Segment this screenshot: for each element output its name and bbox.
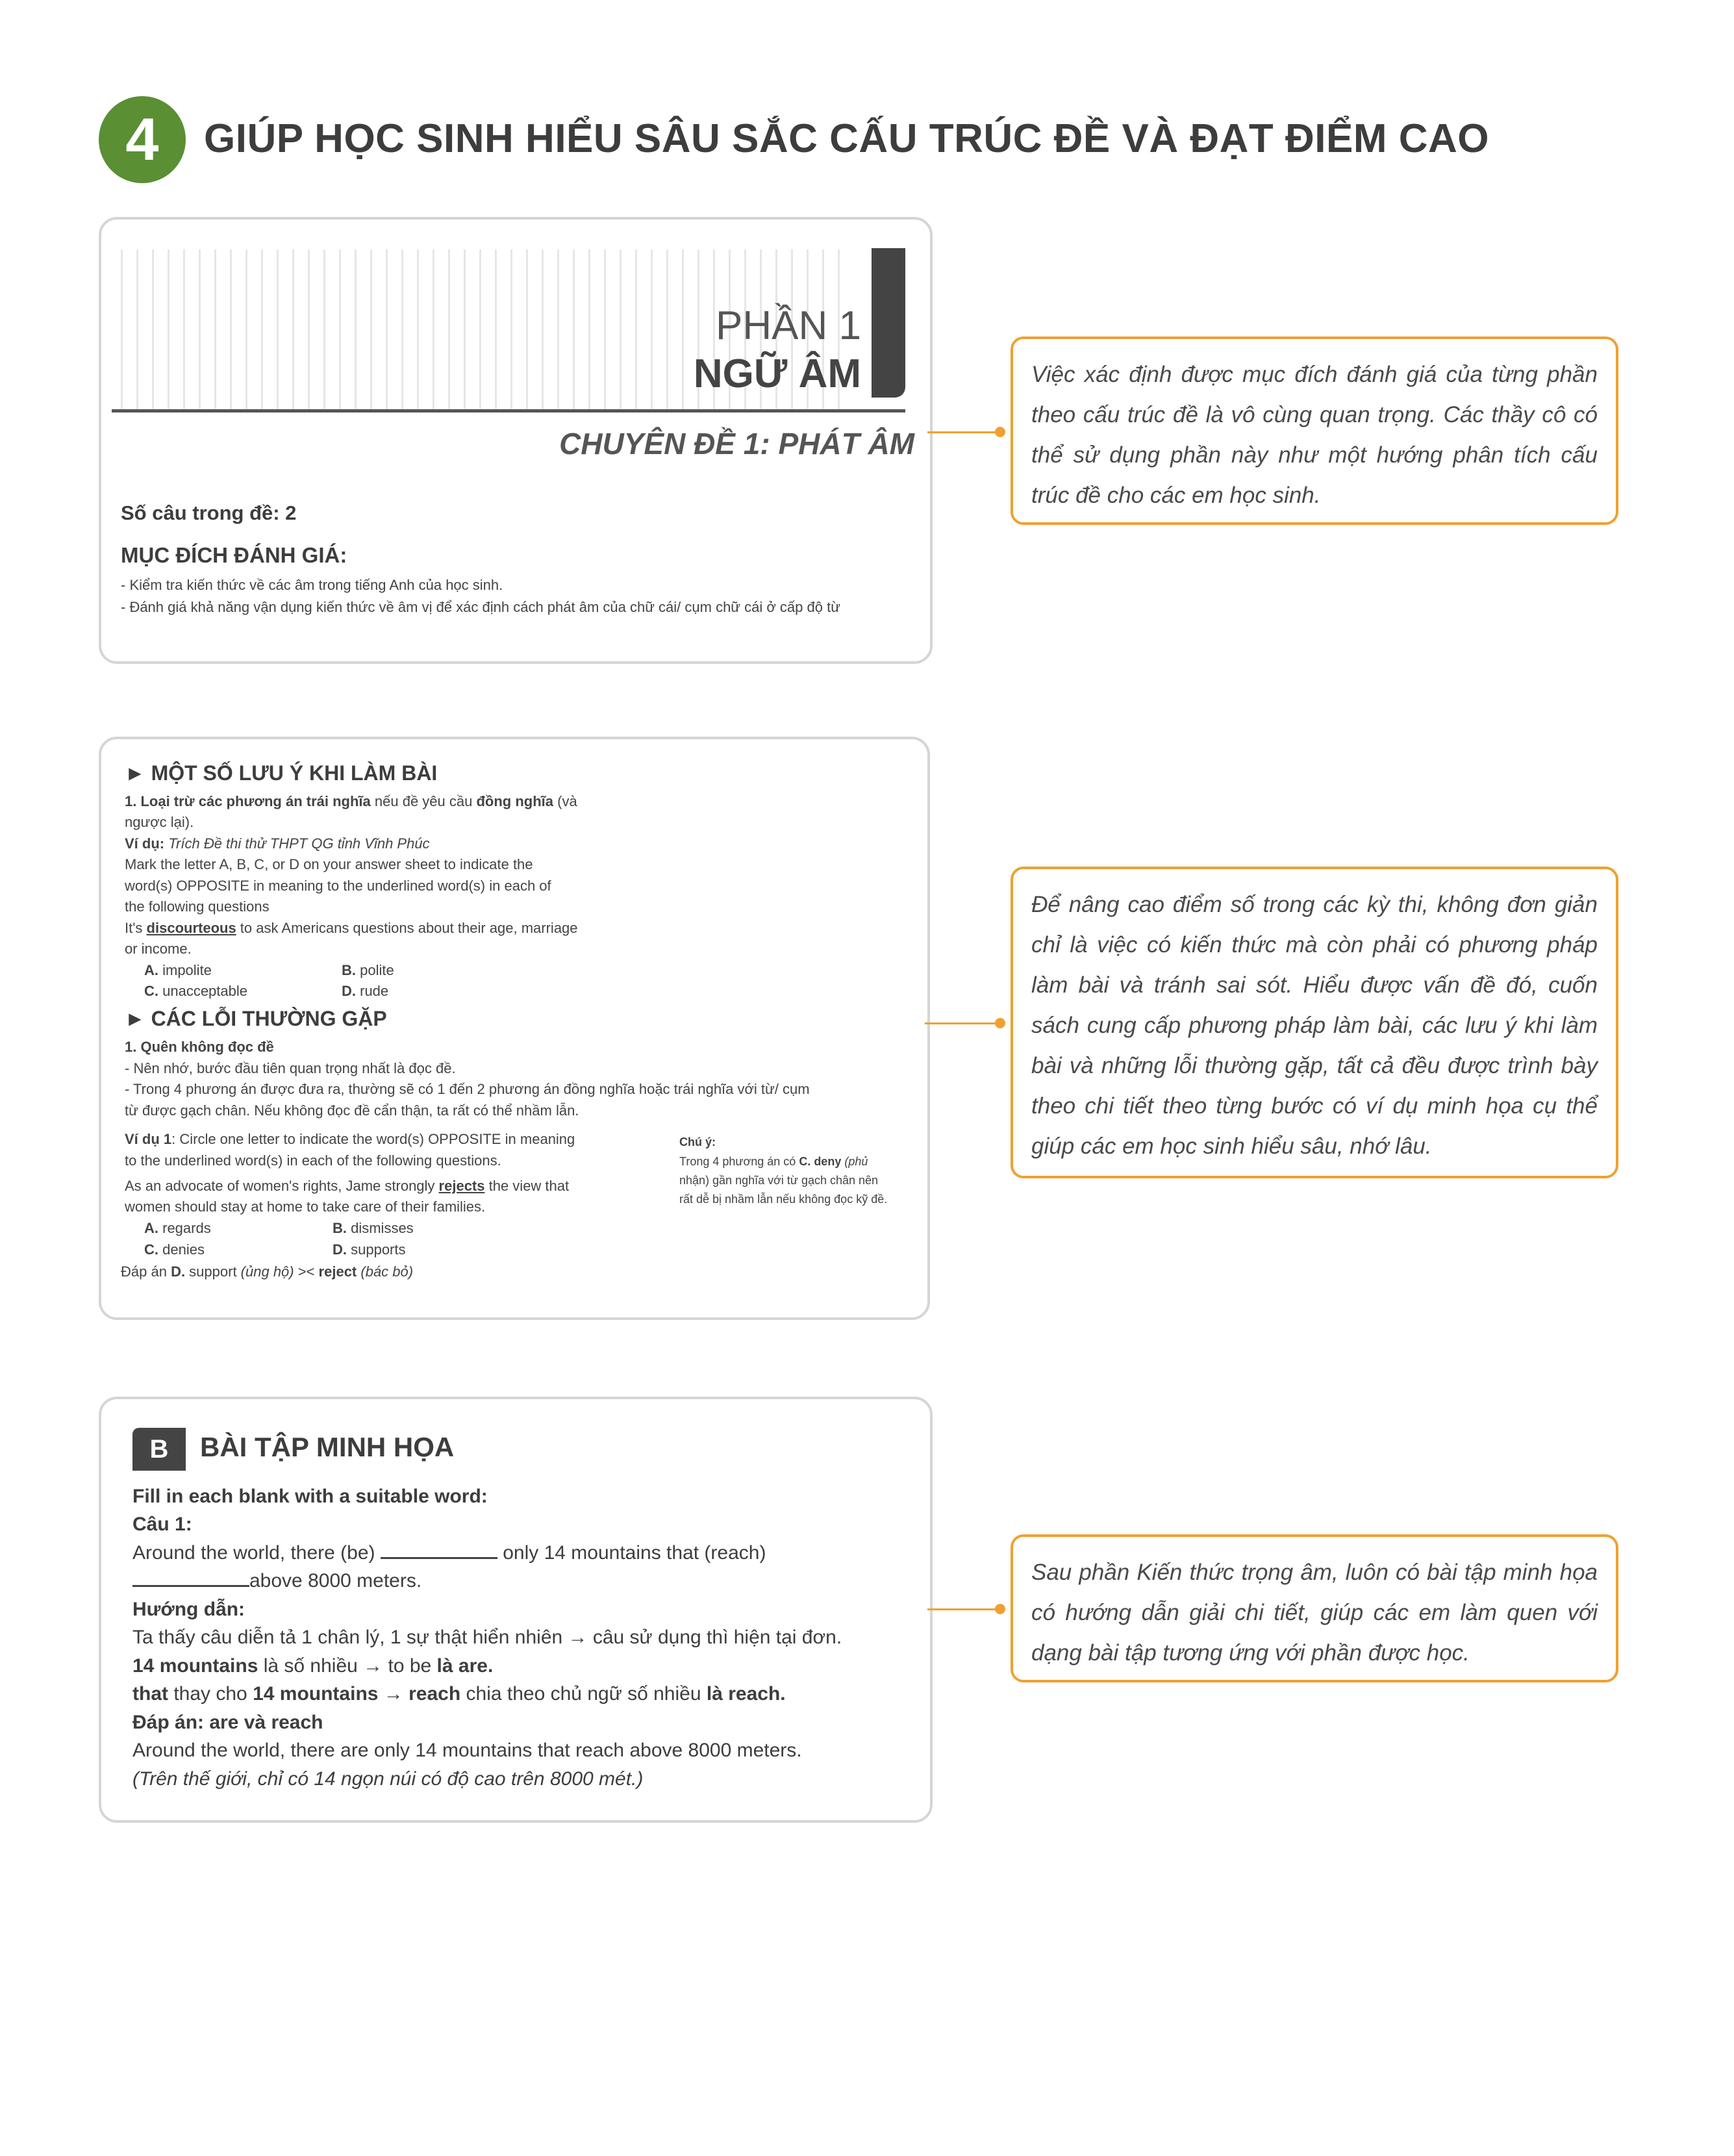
goal-bullet: - Đánh giá khả năng vận dụng kiến thức về âm vị để xác định cách phát âm của chữ cái/ cụm chữ cái ở cấp độ từ bbox=[121, 599, 840, 615]
question-line: It's discourteous to ask Americans questions about their age, marriage bbox=[125, 920, 578, 936]
exercise-title: BÀI TẬP MINH HỌA bbox=[200, 1432, 455, 1462]
instruction-line: the following questions bbox=[125, 898, 270, 915]
goal-bullet: - Kiểm tra kiến thức về các âm trong tiếng Anh của học sinh. bbox=[121, 577, 503, 593]
connector-line bbox=[925, 1022, 1000, 1024]
option: D. rude bbox=[342, 983, 389, 999]
note-title: Chú ý: bbox=[679, 1135, 716, 1148]
instruction-line: word(s) OPPOSITE in meaning to the underlined word(s) in each of bbox=[125, 878, 551, 894]
section-number-badge: 4 bbox=[99, 96, 186, 183]
sample-page-part1 bbox=[99, 217, 933, 664]
exercise-instruction: Fill in each blank with a suitable word: bbox=[132, 1486, 488, 1507]
question-label: Câu 1: bbox=[132, 1514, 192, 1535]
sample-page-exercise bbox=[99, 1397, 933, 1823]
error-line: - Trong 4 phương án được đưa ra, thường sẽ có 1 đến 2 phương án đồng nghĩa hoặc trái nghĩa với từ/ cụm bbox=[125, 1081, 810, 1097]
errors-section-title: ► CÁC LỖI THƯỜNG GẶP bbox=[125, 1007, 387, 1030]
tip-line: 1. Loại trừ các phương án trái nghĩa nếu đề yêu cầu đồng nghĩa (và bbox=[125, 793, 577, 809]
callout-exercises: Sau phần Kiến thức trọng âm, luôn có bài tập minh họa có hướng dẫn giải chi tiết, giúp các em làm quen với dạng bài tập tương ứng với phần được học. bbox=[1011, 1534, 1618, 1682]
example1-line: Ví dụ 1: Circle one letter to indicate the word(s) OPPOSITE in meaning bbox=[125, 1131, 575, 1147]
question-count: Số câu trong đề: 2 bbox=[121, 501, 297, 524]
tip-line: ngược lại). bbox=[125, 814, 194, 830]
answer-line: Đáp án: are và reach bbox=[132, 1712, 323, 1733]
guide-line: 14 mountains là số nhiều → to be là are. bbox=[132, 1655, 494, 1677]
chapter-tab bbox=[872, 248, 905, 398]
option: C. unacceptable bbox=[144, 983, 247, 999]
connector-dot bbox=[995, 1018, 1005, 1028]
translation: (Trên thế giới, chỉ có 14 ngọn núi có độ cao trên 8000 mét.) bbox=[132, 1768, 644, 1790]
connector-line bbox=[927, 431, 1000, 433]
answer-line: Đáp án D. support (ủng hộ) >< reject (bác bỏ) bbox=[121, 1263, 414, 1280]
divider bbox=[112, 409, 905, 412]
option: A. impolite bbox=[144, 962, 212, 978]
question-text: Around the world, there (be) only 14 mountains that (reach) bbox=[132, 1542, 766, 1564]
full-sentence: Around the world, there are only 14 mountains that reach above 8000 meters. bbox=[132, 1740, 802, 1761]
page-title: GIÚP HỌC SINH HIỂU SÂU SẮC CẤU TRÚC ĐỀ VÀ ĐẠT ĐIỂM CAO bbox=[204, 116, 1489, 161]
topic-title: CHUYÊN ĐỀ 1: PHÁT ÂM bbox=[559, 427, 914, 461]
guide-line: that thay cho 14 mountains → reach chia theo chủ ngữ số nhiều là reach. bbox=[132, 1683, 786, 1705]
error-title: 1. Quên không đọc đề bbox=[125, 1039, 274, 1055]
option: B. polite bbox=[342, 962, 394, 978]
section-b-badge: B bbox=[132, 1428, 186, 1471]
note-line: rất dễ bị nhầm lẫn nếu không đọc kỹ đề. bbox=[679, 1193, 888, 1206]
callout-assessment: Việc xác định được mục đích đánh giá của từng phần theo cấu trúc đề là vô cùng quan trọng. Các thầy cô có thể sử dụng phần này như một hướng phân tích cấu trúc đề cho các em học sinh. bbox=[1011, 336, 1618, 525]
note-line: Trong 4 phương án có C. deny (phủ bbox=[679, 1155, 868, 1168]
question-line: or income. bbox=[125, 941, 192, 957]
part-label: PHẦN 1 bbox=[716, 303, 861, 348]
question-text: above 8000 meters. bbox=[132, 1567, 421, 1595]
instruction-line: Mark the letter A, B, C, or D on your answer sheet to indicate the bbox=[125, 856, 533, 872]
connector-dot bbox=[995, 1604, 1005, 1614]
connector-dot bbox=[995, 427, 1005, 437]
sample-page-tips bbox=[99, 737, 930, 1320]
guide-line: Ta thấy câu diễn tả 1 chân lý, 1 sự thật hiển nhiên → câu sử dụng thì hiện tại đơn. bbox=[132, 1627, 842, 1648]
example1-line: to the underlined word(s) in each of the following questions. bbox=[125, 1152, 501, 1169]
tips-section-title: ► MỘT SỐ LƯU Ý KHI LÀM BÀI bbox=[125, 761, 438, 785]
option: A. regards bbox=[144, 1220, 211, 1236]
answer-blank bbox=[381, 1543, 497, 1559]
example1-question: As an advocate of women's rights, Jame strongly rejects the view that bbox=[125, 1178, 570, 1194]
note-line: nhận) gần nghĩa với từ gạch chân nên bbox=[679, 1174, 879, 1187]
option: B. dismisses bbox=[333, 1220, 414, 1236]
error-line: từ được gạch chân. Nếu không đọc đề cẩn thận, ta rất có thể nhầm lẫn. bbox=[125, 1102, 579, 1119]
assessment-goal-title: MỤC ĐÍCH ĐÁNH GIÁ: bbox=[121, 543, 347, 567]
error-line: - Nên nhớ, bước đầu tiên quan trọng nhất là đọc đề. bbox=[125, 1060, 456, 1076]
guide-label: Hướng dẫn: bbox=[132, 1599, 245, 1620]
option: C. denies bbox=[144, 1241, 205, 1258]
example-source: Ví dụ: Trích Đề thi thử THPT QG tỉnh Vĩnh Phúc bbox=[125, 835, 430, 852]
answer-blank bbox=[132, 1571, 249, 1587]
part-name: NGỮ ÂM bbox=[693, 351, 861, 396]
connector-line bbox=[927, 1608, 1000, 1610]
option: D. supports bbox=[333, 1241, 406, 1258]
example1-question: women should stay at home to take care of their families. bbox=[125, 1198, 486, 1215]
callout-methods: Để nâng cao điểm số trong các kỳ thi, không đơn giản chỉ là việc có kiến thức mà còn phải có phương pháp làm bài và tránh sai sót. Hiểu được vấn đề đó, cuốn sách cung cấp phương pháp làm bài, các lưu ý khi làm bài và những lỗi thường gặp, tất cả đều được trình bày theo chi tiết theo từng bước có ví dụ minh họa cụ thể giúp các em học sinh hiểu sâu, nhớ lâu. bbox=[1011, 867, 1618, 1178]
